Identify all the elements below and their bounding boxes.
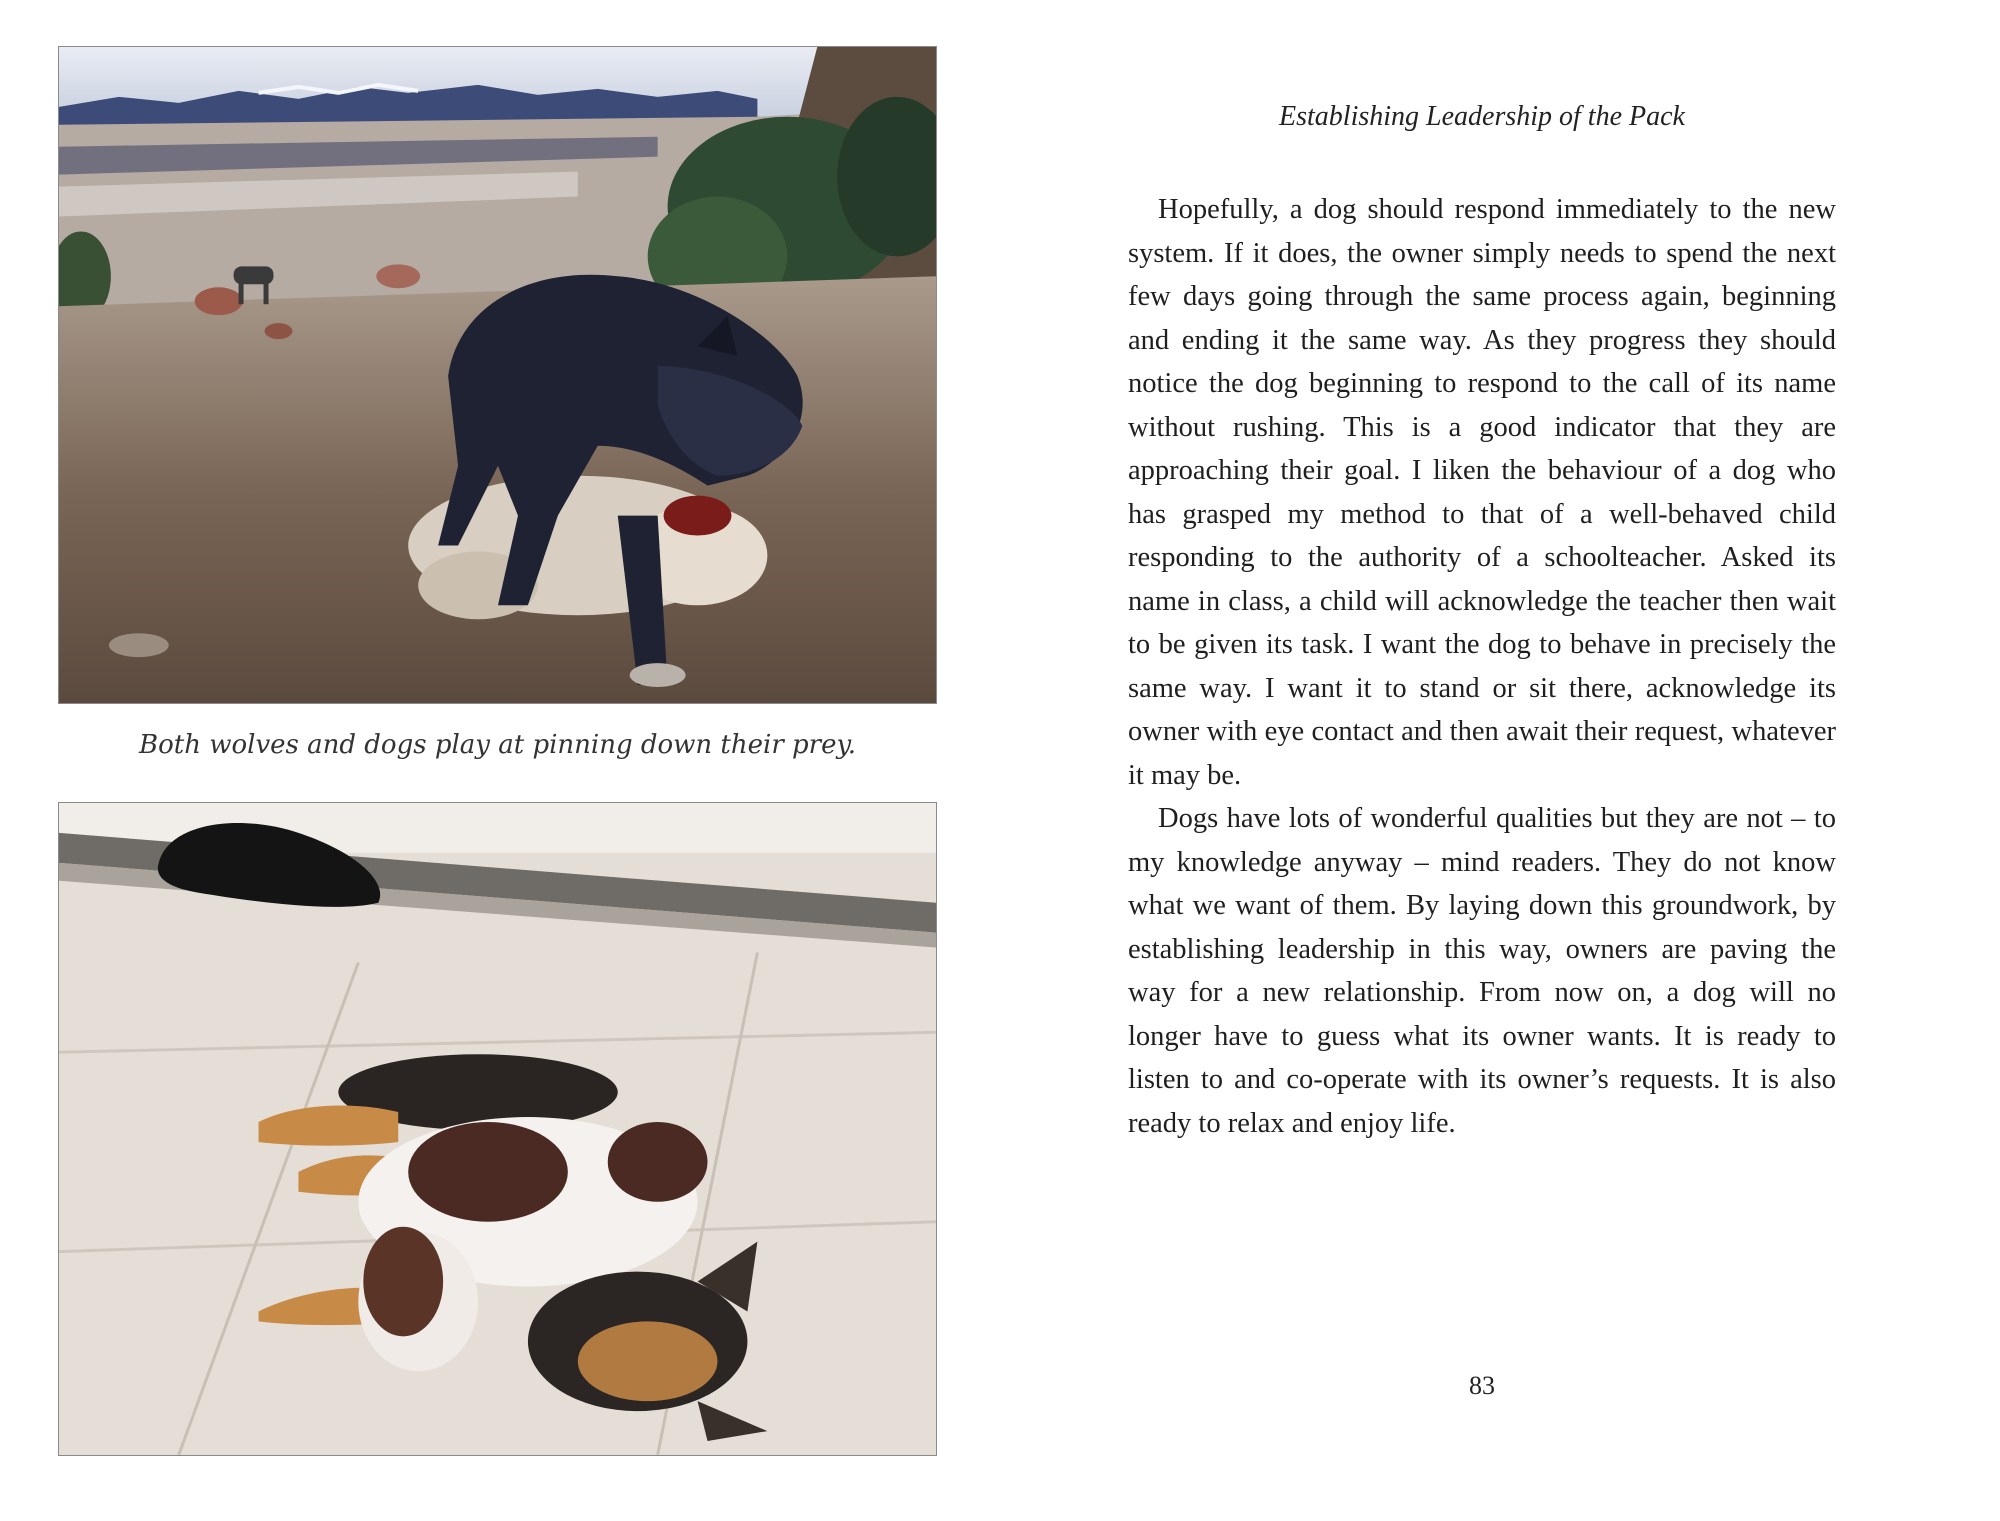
- wolves-photo: [58, 46, 937, 704]
- puppies-illustration: [59, 803, 936, 1455]
- paragraph: Dogs have lots of wonderful qualities but they are not – to my knowledge anyway – mind readers. They do not know what we want of them. By laying down this groundwork, by establishing leadership in this way, owners are paving the way for a new relationship. From now on, a dog will no longer have to guess what its owner wants. It is ready to listen to and co-operate with its owner’s requests. It is also ready to relax and enjoy life.: [1128, 803, 1836, 1139]
- body-text: [1128, 188, 1836, 1145]
- wolves-illustration: [59, 47, 936, 703]
- running-head: Establishing Leadership of the Pack: [1279, 101, 1685, 132]
- page-number: 83: [1469, 1371, 1495, 1400]
- photo-caption: Both wolves and dogs play at pinning down their prey.: [139, 730, 856, 760]
- puppies-photo: [58, 802, 937, 1456]
- paragraph: Hopefully, a dog should respond immediately to the new system. If it does, the owner simply needs to spend the next few days going through the same process again, beginning and ending it the same way. As they progress they should notice the dog beginning to respond to the call of its name without rushing. This is a good indicator that they are approaching their goal. I liken the behaviour of a dog who has grasped my method to that of a well-behaved child responding to the authority of a schoolteacher. Asked its name in class, a child will acknowledge the teacher then wait to be given its task. I want the dog to behave in precisely the same way. I want it to stand or sit there, acknowledge its owner with eye contact and then await their request, whatever it may be.: [1128, 194, 1836, 791]
